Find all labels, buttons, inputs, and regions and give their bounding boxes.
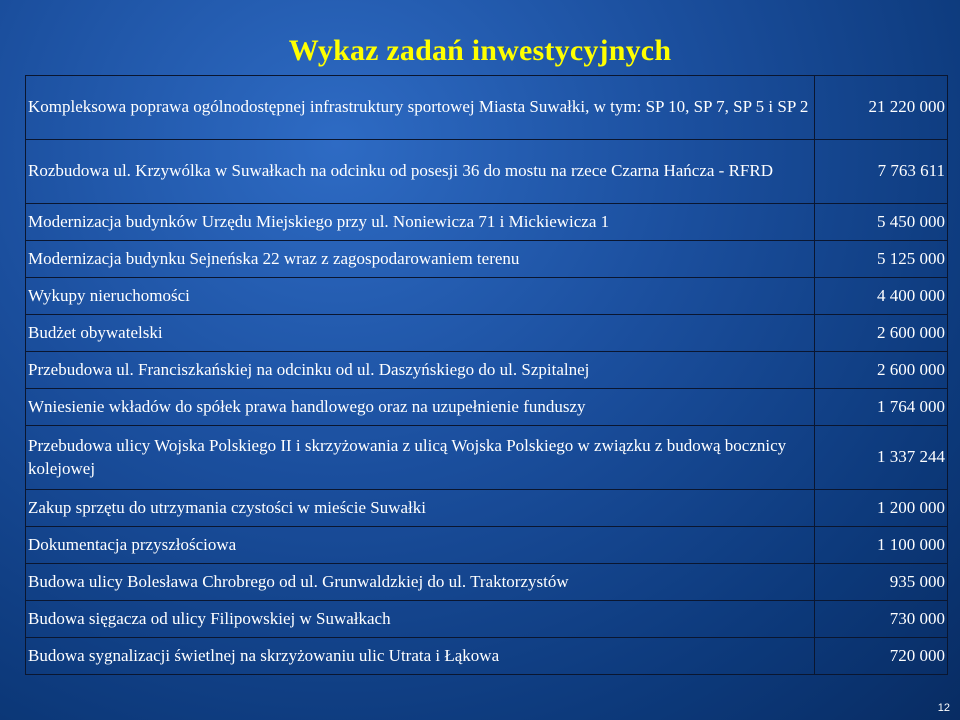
task-name: Modernizacja budynku Sejneńska 22 wraz z zagospodarowaniem terenu xyxy=(26,241,815,278)
task-amount: 2 600 000 xyxy=(815,315,948,352)
task-name: Budowa ulicy Bolesława Chrobrego od ul. Grunwaldzkiej do ul. Traktorzystów xyxy=(26,564,815,601)
task-name: Wykupy nieruchomości xyxy=(26,278,815,315)
task-name: Wniesienie wkładów do spółek prawa handlowego oraz na uzupełnienie funduszy xyxy=(26,389,815,426)
task-amount: 5 125 000 xyxy=(815,241,948,278)
task-name: Budżet obywatelski xyxy=(26,315,815,352)
task-amount: 21 220 000 xyxy=(815,76,948,140)
table-row xyxy=(26,278,948,315)
task-amount: 4 400 000 xyxy=(815,278,948,315)
task-amount: 935 000 xyxy=(815,564,948,601)
task-name: Modernizacja budynków Urzędu Miejskiego przy ul. Noniewicza 71 i Mickiewicza 1 xyxy=(26,204,815,241)
task-amount: 1 764 000 xyxy=(815,389,948,426)
task-name: Przebudowa ulicy Wojska Polskiego II i skrzyżowania z ulicą Wojska Polskiego w związku z budową bocznicy kolejowej xyxy=(26,426,815,490)
table-row xyxy=(26,315,948,352)
task-name: Budowa sygnalizacji świetlnej na skrzyżowaniu ulic Utrata i Łąkowa xyxy=(26,638,815,675)
table-row xyxy=(26,564,948,601)
table-row xyxy=(26,490,948,527)
table-row xyxy=(26,241,948,278)
task-amount: 720 000 xyxy=(815,638,948,675)
task-name: Przebudowa ul. Franciszkańskiej na odcinku od ul. Daszyńskiego do ul. Szpitalnej xyxy=(26,352,815,389)
slide-title: Wykaz zadań inwestycyjnych xyxy=(288,34,672,67)
task-name: Zakup sprzętu do utrzymania czystości w mieście Suwałki xyxy=(26,490,815,527)
table-row xyxy=(26,352,948,389)
task-name: Rozbudowa ul. Krzywólka w Suwałkach na odcinku od posesji 36 do mostu na rzece Czarna Hańcza - RFRD xyxy=(26,140,815,204)
task-amount: 2 600 000 xyxy=(815,352,948,389)
task-amount: 5 450 000 xyxy=(815,204,948,241)
task-amount: 730 000 xyxy=(815,601,948,638)
table-row xyxy=(26,140,948,204)
task-amount: 1 337 244 xyxy=(815,426,948,490)
page-number: 12 xyxy=(937,702,950,714)
table-row xyxy=(26,638,948,675)
table-row xyxy=(26,527,948,564)
table-row xyxy=(26,426,948,490)
table-row xyxy=(26,389,948,426)
task-name: Budowa sięgacza od ulicy Filipowskiej w Suwałkach xyxy=(26,601,815,638)
table-row xyxy=(26,601,948,638)
task-amount: 7 763 611 xyxy=(815,140,948,204)
table-row xyxy=(26,204,948,241)
task-name: Dokumentacja przyszłościowa xyxy=(26,527,815,564)
investment-tasks-table xyxy=(25,75,948,675)
table-row xyxy=(26,76,948,140)
task-amount: 1 100 000 xyxy=(815,527,948,564)
task-amount: 1 200 000 xyxy=(815,490,948,527)
task-name: Kompleksowa poprawa ogólnodostępnej infrastruktury sportowej Miasta Suwałki, w tym: SP 10, SP 7, SP 5 i SP 2 xyxy=(26,76,815,140)
